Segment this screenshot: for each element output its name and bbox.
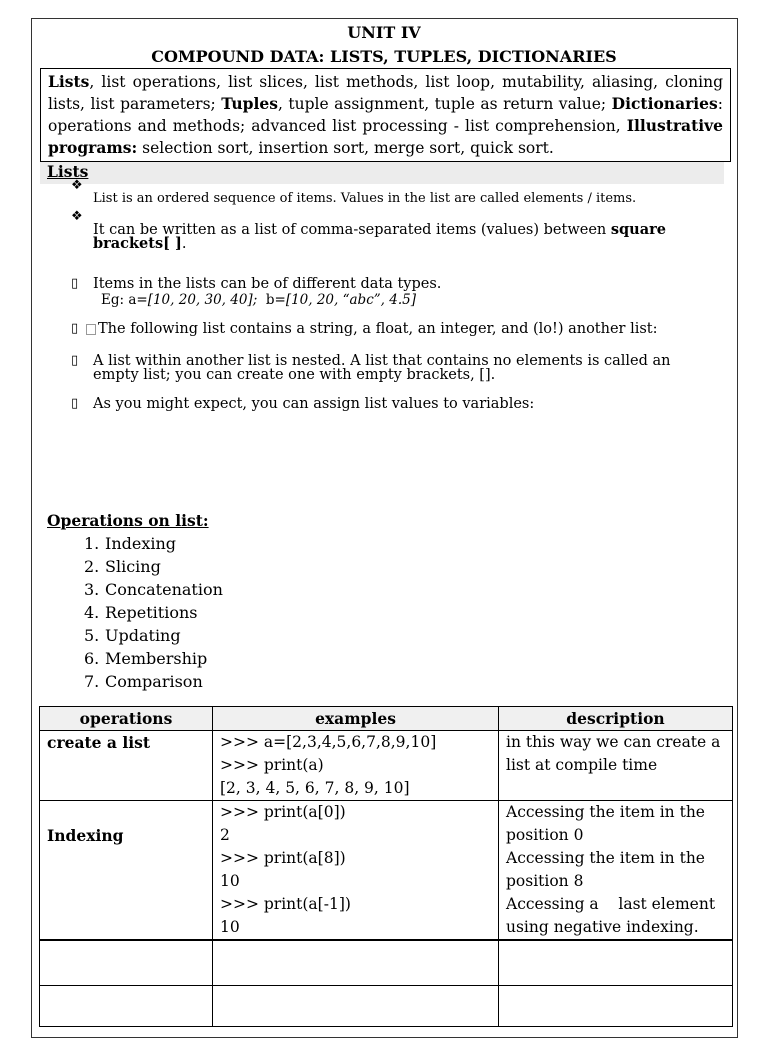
table-header-row [40, 707, 733, 731]
bullet-text-5: A list within another list is nested. A list that contains no elements is called an empty list; you can create one with empty brackets, []. [93, 353, 671, 383]
lists-heading-bar [40, 162, 724, 184]
list-item: 5. Updating [84, 626, 181, 645]
list-item: 7. Comparison [84, 672, 203, 691]
syllabus-box [40, 68, 731, 162]
empty-cell [40, 986, 213, 1027]
chapter-title: COMPOUND DATA: LISTS, TUPLES, DICTIONARIES [151, 47, 617, 66]
missing-glyph-bullet-icon: ▯ [71, 396, 79, 411]
example-line: Eg: a=[10, 20, 30, 40]; b=[10, 20, “abc”, 4.5] [101, 292, 416, 308]
intro-text-4: selection sort, insertion sort, merge sort, quick sort. [137, 139, 554, 157]
table-row [40, 940, 733, 986]
operations-heading: Operations on list: [47, 511, 209, 530]
list-item: 1. Indexing [84, 534, 177, 553]
bullet-text-3: Items in the lists can be of different data types. [93, 276, 442, 292]
diamond-bullet-icon: ❖ [71, 178, 83, 193]
intro-text-3: : operations and methods; advanced list processing - list comprehension, [48, 95, 723, 135]
header-description: description [499, 707, 733, 731]
missing-glyph-bullet-icon: ▯ [71, 276, 79, 291]
list-item: 6. Membership [84, 649, 208, 668]
missing-glyph-bullet-icon: ▯ [71, 353, 79, 368]
example-cell: >>> print(a[0]) 2 >>> print(a[8]) 10 >>> print(a[-1]) 10 [213, 801, 499, 941]
empty-cell [213, 940, 499, 986]
bullet-text-1: List is an ordered sequence of items. Values in the list are called elements / items. [93, 191, 637, 206]
intro-text-2: , tuple assignment, tuple as return value; [277, 95, 612, 113]
operations-list [84, 532, 223, 693]
description-cell: Accessing the item in the position 0 Accessing the item in the position 8 Accessing a last element using negative indexing. [499, 801, 733, 941]
empty-cell [499, 940, 733, 986]
table-row [40, 986, 733, 1027]
operations-table [39, 706, 733, 1027]
op-create-list: create a list [40, 731, 213, 801]
unit-title: UNIT IV [347, 23, 421, 42]
intro-text-1: , list operations, list slices, list methods, list loop, mutability, aliasing, cloning lists, list parameters; [48, 73, 723, 113]
diamond-bullet-icon: ❖ [71, 209, 83, 224]
example-cell: >>> a=[2,3,4,5,6,7,8,9,10] >>> print(a) [2, 3, 4, 5, 6, 7, 8, 9, 10] [213, 731, 499, 801]
bullet-text-6: As you might expect, you can assign list values to variables: [93, 396, 535, 412]
empty-cell [40, 940, 213, 986]
list-item: 3. Concatenation [84, 580, 223, 599]
description-cell: in this way we can create a list at compile time [499, 731, 733, 801]
table-row [40, 731, 733, 801]
header-operations: operations [40, 707, 213, 731]
lists-heading: Lists [47, 162, 89, 181]
empty-cell [213, 986, 499, 1027]
op-indexing: Indexing [40, 801, 213, 941]
missing-glyph-bullet-icon: ▯ [71, 321, 79, 336]
header-examples: examples [213, 707, 499, 731]
list-item: 2. Slicing [84, 557, 161, 576]
intro-tuples: Tuples [221, 94, 278, 113]
intro-dictionaries: Dictionaries [611, 94, 718, 113]
list-item: 4. Repetitions [84, 603, 198, 622]
table-row [40, 801, 733, 941]
intro-lists: Lists [48, 72, 90, 91]
bullet-text-2: It can be written as a list of comma-separated items (values) between square brackets[ ]. [93, 221, 666, 252]
bullet-text-4: The following list contains a string, a float, an integer, and (lo!) another list: [86, 322, 701, 336]
empty-cell [499, 986, 733, 1027]
intro-illustrative: Illustrative programs: [48, 116, 723, 157]
